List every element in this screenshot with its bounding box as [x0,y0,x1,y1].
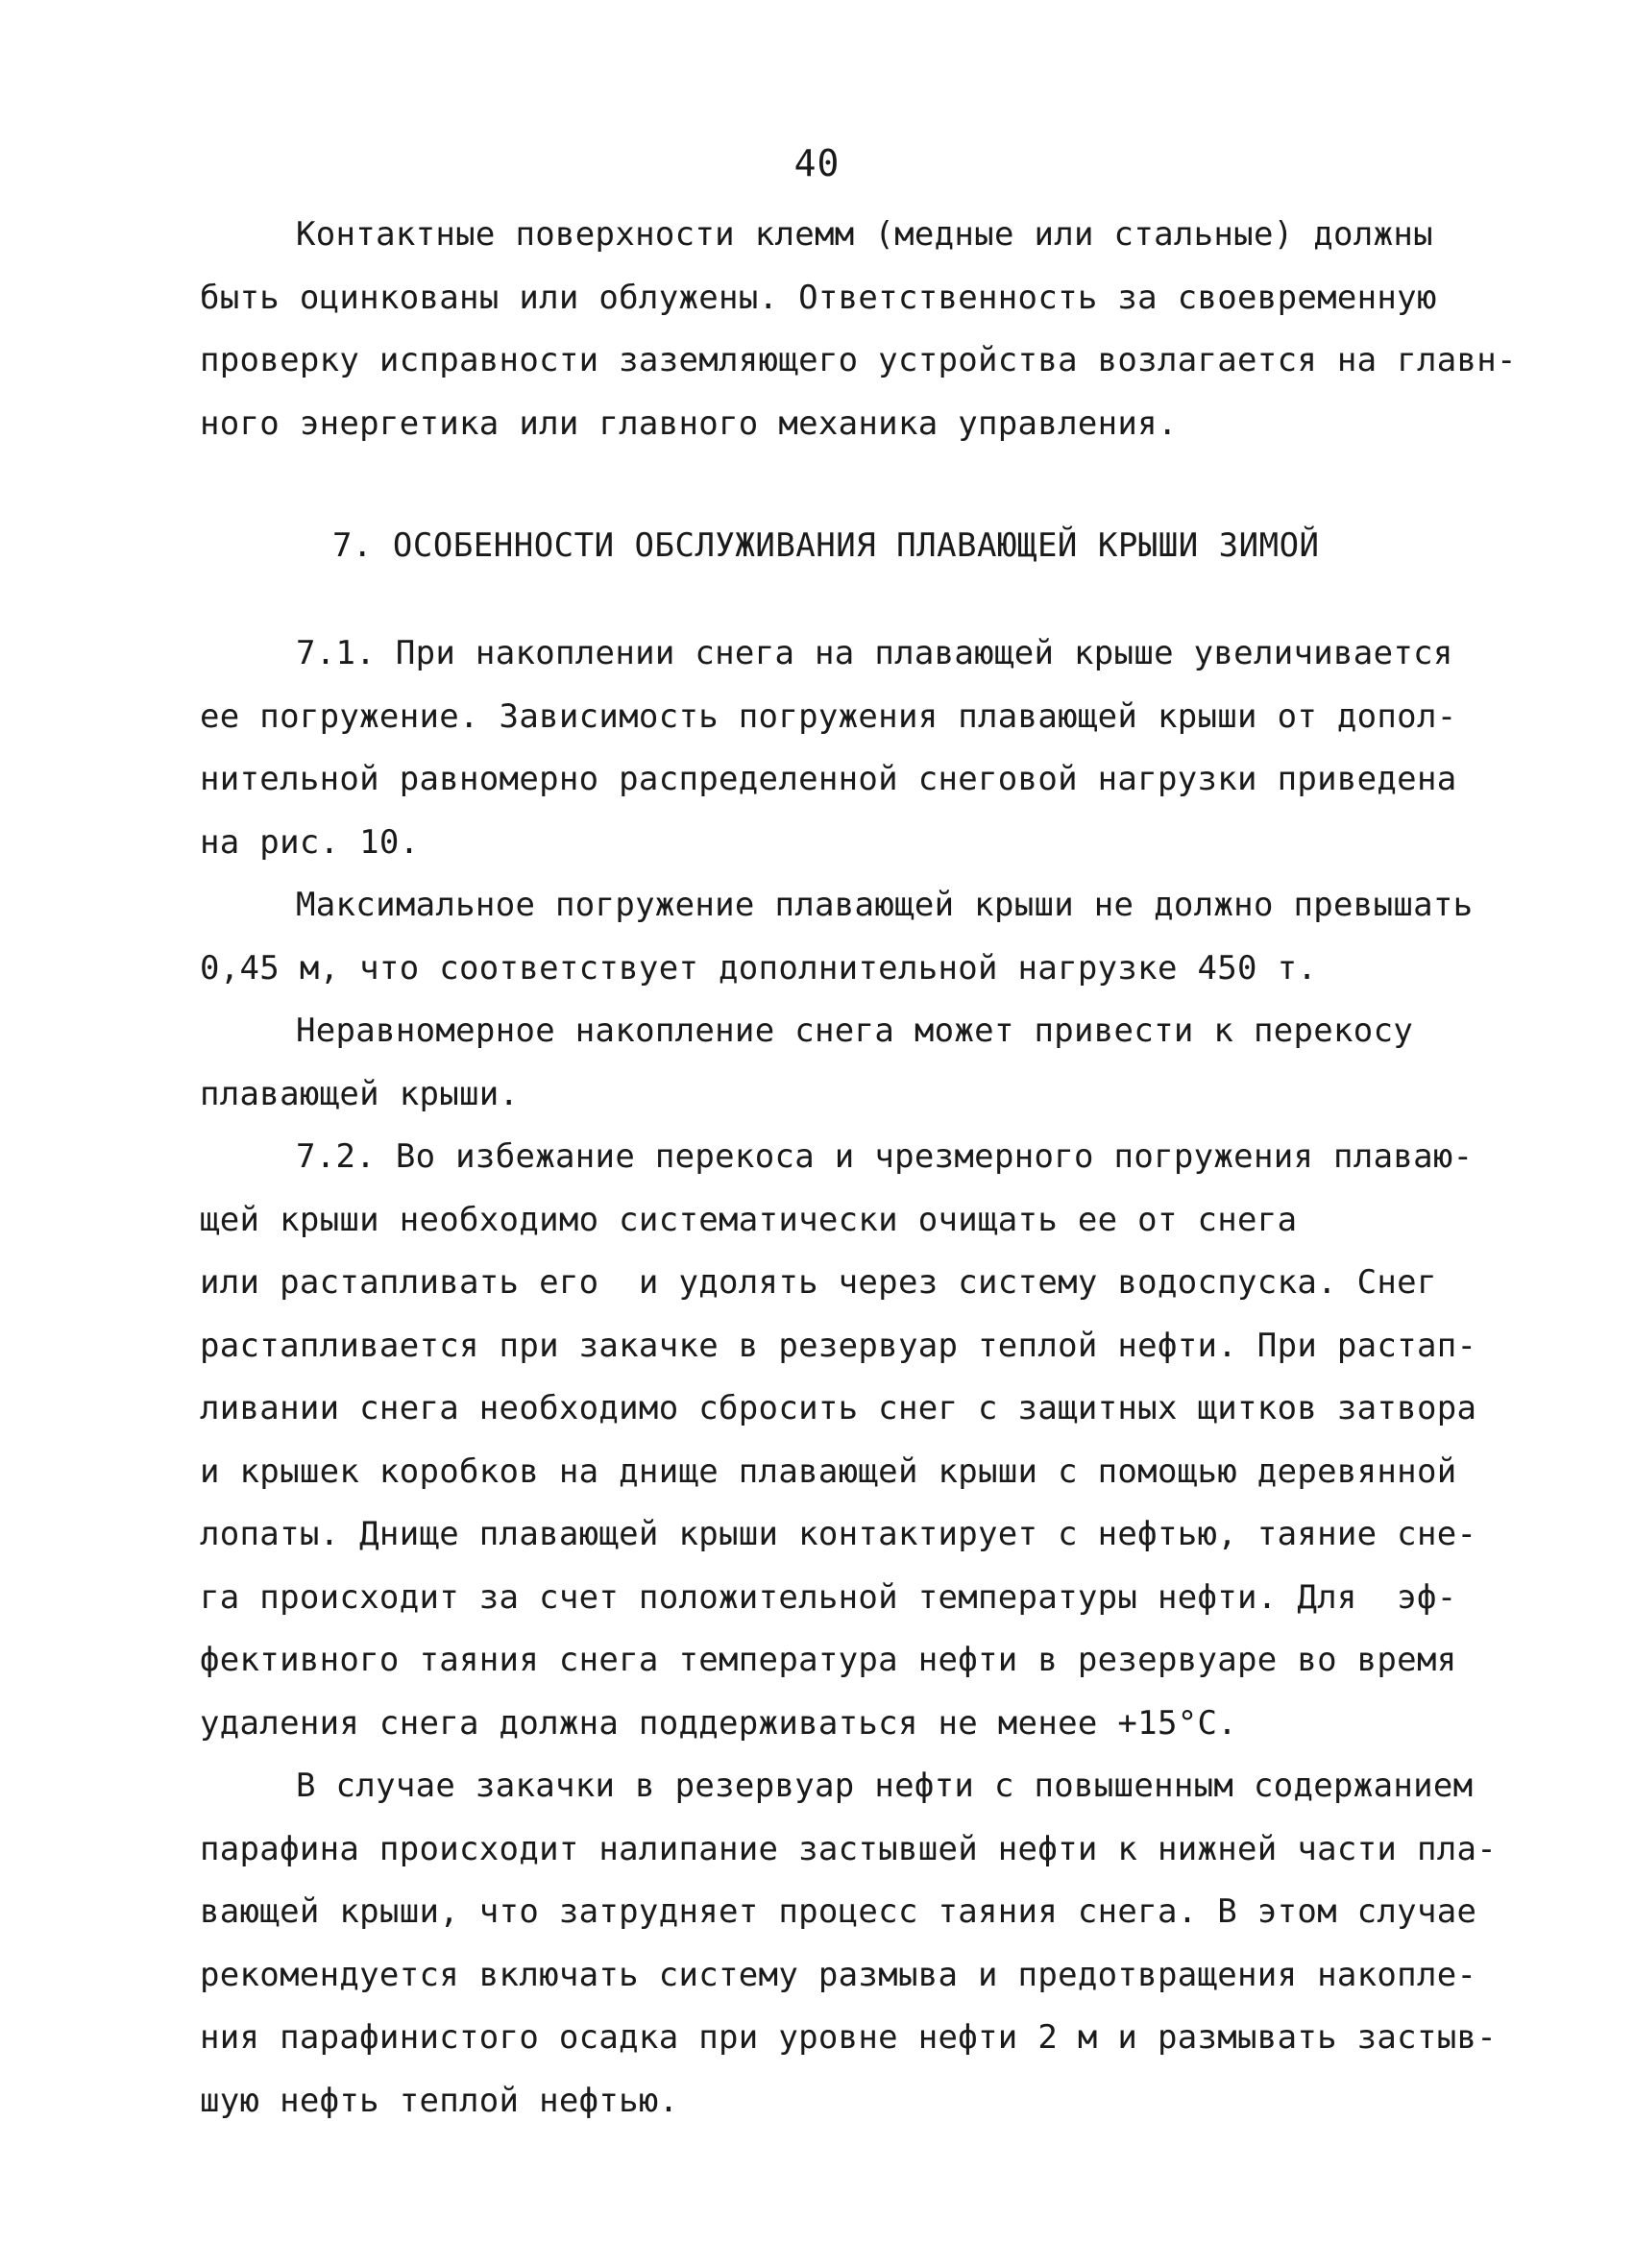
text-line: на рис. 10. [200,822,420,862]
text-line: Контактные поверхности клемм (медные или стальные) должны [296,215,1433,254]
paragraph-max-immersion [200,874,1474,1000]
text-line: плавающей крыши. [200,1074,520,1113]
text-line: вающей крыши, что затрудняет процесс таяния снега. В этом случае [200,1892,1477,1931]
text-line: парафина происходит налипание застывшей нефти к нижней части пла- [200,1829,1498,1868]
text-line: 7.2. Во избежание перекоса и чрезмерного погружения плаваю- [296,1137,1474,1176]
text-line: ливании снега необходимо сбросить снег с защитных щитков затвора [200,1389,1477,1427]
text-line: рекомендуется включать систему размыва и предотвращения накопле- [200,1955,1477,1994]
text-line: Максимальное погружение плавающей крыши не должно превышать [296,886,1474,924]
text-line: растапливается при закачке в резервуар теплой нефти. При растап- [200,1326,1477,1365]
text-line: 7.1. При накоплении снега на плавающей крыше увеличивается [296,634,1453,672]
text-line: 0,45 м, что соответствует дополнительной нагрузке 450 т. [200,948,1318,988]
text-line: ее погружение. Зависимость погружения плавающей крыши от допол- [200,696,1457,736]
text-line: га происходит за счет положительной температуры нефти. Для эф- [200,1577,1457,1617]
text-line: нительной равномерно распределенной снеговой нагрузки приведена [200,760,1457,798]
text-line: Неравномерное накопление снега может привести к перекосу [296,1012,1414,1050]
text-line: удаления снега должна поддерживаться не менее +15°С. [200,1703,1238,1743]
intro-paragraph [200,204,1517,455]
paragraph-7-1 [200,622,1457,874]
text-line: лопаты. Днище плавающей крыши контактирует с нефтью, таяние сне- [200,1515,1477,1553]
text-line: шую нефть теплой нефтью. [200,2081,679,2120]
text-line: ного энергетика или главного механика управления. [200,403,1178,443]
text-line: фективного таяния снега температура нефти в резервуаре во время [200,1641,1457,1679]
text-line: проверку исправности заземляющего устройства возлагается на главн- [200,341,1517,379]
paragraph-uneven-snow [200,1000,1449,1126]
paragraph-7-2 [200,1126,1477,1755]
page-number: 40 [793,142,841,184]
text-line: щей крыши необходимо систематически очищать ее от снега [200,1200,1298,1239]
paragraph-paraffin [200,1755,1498,2133]
text-line: или растапливать его и удолять через систему водоспуска. Снег [200,1263,1437,1302]
text-line: и крышек коробков на днище плавающей крыши с помощью деревянной [200,1451,1457,1491]
text-line: В случае закачки в резервуар нефти с повышенным содержанием [296,1767,1474,1805]
text-line: ния парафинистого осадка при уровне нефти 2 м и размывать застыв- [200,2018,1498,2057]
text-line: быть оцинкованы или облужены. Ответственность за своевременную [200,278,1437,317]
section-heading: 7. ОСОБЕННОСТИ ОБСЛУЖИВАНИЯ ПЛАВАЮЩЕЙ КРЫШИ ЗИМОЙ [332,526,1320,565]
